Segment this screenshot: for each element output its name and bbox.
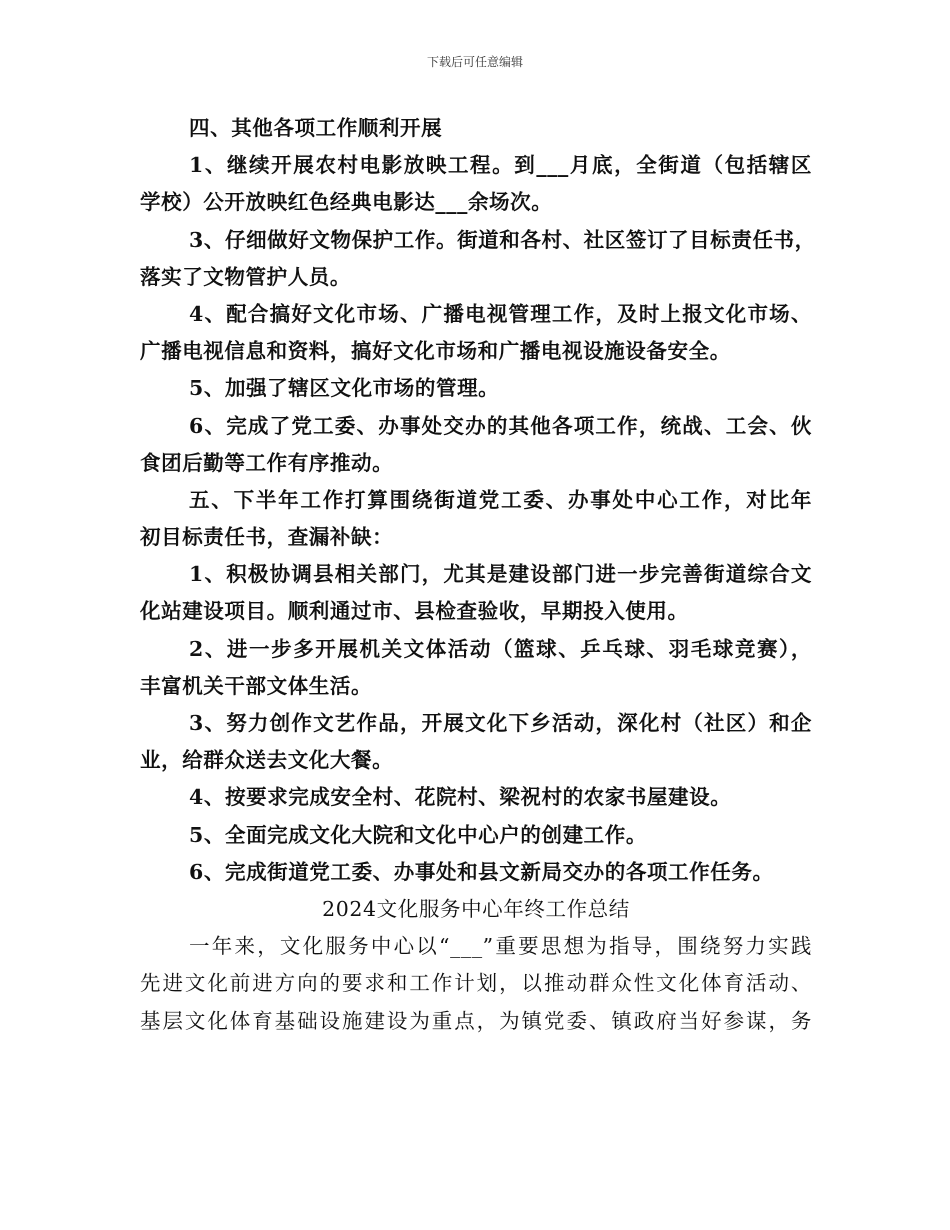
page-header: 下载后可任意编辑 [426,55,523,69]
text-line: 学校）公开放映红色经典电影达___余场次。 [140,190,553,215]
text-line: 5、加强了辖区文化市场的管理。 [189,376,500,401]
text-line: 一年来，文化服务中心以“___”重要思想为指导，围绕努力实践 [189,934,812,959]
text-line: 3、仔细做好文物保护工作。街道和各村、社区签订了目标责任书， [189,227,816,252]
text-line: 1、继续开展农村电影放映工程。到___月底，全街道（包括辖区 [189,153,812,178]
text-line: 4、配合搞好文化市场、广播电视管理工作，及时上报文化市场、 [189,301,812,326]
text-line: 4、按要求完成安全村、花院村、梁祝村的农家书屋建设。 [189,785,732,810]
text-line: 落实了文物管护人员。 [140,264,351,289]
text-line: 3、努力创作文艺作品，开展文化下乡活动，深化村（社区）和企 [189,711,812,735]
text-line: 先进文化前进方向的要求和工作计划，以推动群众性文化体育活动、 [140,971,812,996]
text-line: 5、全面完成文化大院和文化中心户的创建工作。 [189,822,647,847]
bold-section [140,110,816,891]
text-line: 丰富机关干部文体生活。 [140,673,373,698]
text-line: 食团后勤等工作有序推动。 [140,450,394,475]
document-body [140,110,816,1040]
text-line: 四、其他各项工作顺利开展 [189,116,443,140]
text-line: 五、下半年工作打算围绕街道党工委、办事处中心工作，对比年 [189,487,812,512]
text-line: 6、完成了党工委、办事处交办的其他各项工作，统战、工会、伙 [189,413,812,438]
text-line: 基层文化体育基础设施建设为重点，为镇党委、镇政府当好参谋，务 [140,1008,812,1033]
normal-section [140,928,812,1040]
section-title: 2024文化服务中心年终工作总结 [322,896,630,921]
text-line: 广播电视信息和资料，搞好文化市场和广播电视设施设备安全。 [140,339,731,364]
text-line: 化站建设项目。顺利通过市、县检查验收，早期投入使用。 [140,599,689,624]
text-line: 业，给群众送去文化大餐。 [140,748,394,773]
text-line: 1、积极协调县相关部门，尤其是建设部门进一步完善街道综合文 [189,562,812,587]
text-line: 6、完成街道党工委、办事处和县文新局交办的各项工作任务。 [189,859,774,884]
text-line: 2、进一步多开展机关文体活动（篮球、乒乓球、羽毛球竞赛）， [189,636,812,661]
text-line: 初目标责任书，查漏补缺： [140,525,394,550]
